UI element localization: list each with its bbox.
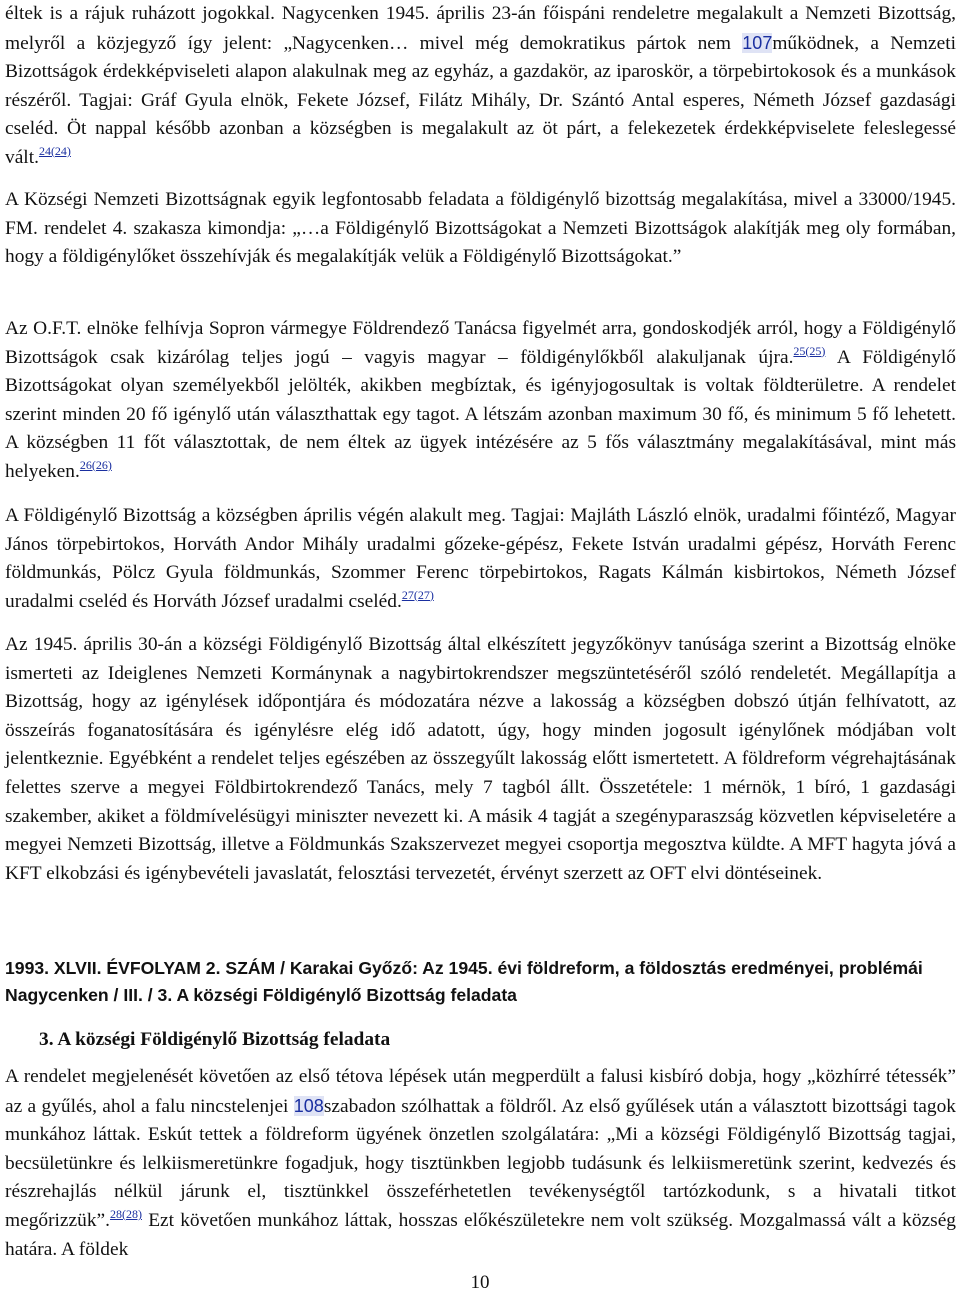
paragraph-text: működnek, a Nemzeti Bizottságok érdekképviseleti alapon alakulnak meg az egyház, a gazdakör, az iparoskör, a törpebirtokosok és a munkások részéről. Tagjai: Gráf Gyula elnök, Fekete József, Filátz Mihály, Dr. Szántó Antal esperes, Németh József gazdasági cseléd. Öt nappal később azonban a községben is megalakult az öt párt, a felekezetek érdekképviselete feleslegessé vált. (5, 32, 956, 168)
footnote-link[interactable]: 28(28) (109, 1206, 142, 1221)
page-marker: 108 (293, 1095, 324, 1116)
paragraph-text: Az O.F.T. elnöke felhívja Sopron vármegye Földrendező Tanácsa figyelmét arra, gondoskodjék arról, hogy a Földigénylő Bizottságok csak kizárólag teljes jogú – vagyis magyar – földigénylőkből alakuljanak újra. (5, 318, 956, 368)
paragraph-text: A Földigénylő Bizottság a községben április végén alakult meg. Tagjai: Majláth László elnök, uradalmi főintéző, Magyar János törpebirtokos, Horváth Andor Mihály uradalmi gőzeke-gépész, Fekete István uradalmi gépész, Horváth Ferenc földmunkás, Pölcz Gyula földmunkás, Szommer Ferenc törpebirtokos, Ragats Kálmán kisbirtokos, Németh József uradalmi cseléd és Horváth József uradalmi cseléd. (5, 505, 956, 612)
footnote-link[interactable]: 26(26) (79, 457, 112, 472)
paragraph-text: szabadon szólhattak a földről. Az első gyűlések után a választott bizottsági tagok munkához láttak. Eskút tettek a földreform ügyének önzetlen szolgálatára: „Mi a községi Földigénylő Bizottság tagjai, becsületünkre és lelkiismeretünkre fogadjuk, hogy tisztünkben legjobb tudásunk és lelkiismeretünk szerint, kedvezés és részrehajlás nélkül járunk el, tisztünkkel összeférhetetlen tevékenységtől tartózkodunk, s a hivatali titkot megőrizzük”. (5, 1095, 956, 1231)
section-title: 3. A községi Földigénylő Bizottság feladata (39, 1029, 391, 1050)
paragraph-text: Ezt követően munkához láttak, hosszas előkészületekre nem volt szükség. Mozgalmassá vált a község határa. A földek (5, 1209, 956, 1260)
footnote-link[interactable]: 27(27) (401, 587, 434, 602)
paragraph-text: A rendelet megjelenését követően az első tétova lépések után megperdült a falusi kisbíró dobja, hogy „közhírré tétessék” az a gyűlés, ahol a falu nincstelenjei (5, 1066, 956, 1117)
paragraph-text: A Községi Nemzeti Bizottságnak egyik legfontosabb feladata a földigénylő bizottság megalakítása, mivel a 33000/1945. FM. rendelet 4. szakasza kimondja: „…a Földigénylő Bizottságokat a Nemzeti Bizottságok alakítják meg oly formában, hogy a földigénylőket összehívják és megalakítják velük a Földigénylő Bizottságokat.” (5, 189, 956, 268)
page-number: 10 (470, 1272, 490, 1293)
paragraph-oft-president (5, 315, 956, 487)
footnote-link[interactable]: 24(24) (38, 143, 71, 158)
footnote-link[interactable]: 25(25) (793, 343, 826, 358)
page-marker: 107 (742, 32, 773, 53)
paragraph-national-committee (5, 0, 956, 173)
paragraph-committee-members (5, 502, 956, 616)
paragraph-text: A Földigénylő Bizottságokat olyan személyekből jelölték, akikben megbíztak, és igényjogosultak is voltak földterületre. A rendelet szerint minden 20 fő igénylő után választhattak egy tagot. A létszám azonban maximum 30 fő, és minimum 5 fő lehetett. A községben 11 főt választottak, de nem éltek az ügyek intézésére az 5 fős választmány megalakításával, mint más helyeken. (5, 346, 956, 482)
paragraph-minutes (5, 631, 956, 888)
paragraph-text: éltek is a rájuk ruházott jogokkal. Nagycenken 1945. április 23-án főispáni rendeletre megalakult a Nemzeti Bizottság, melyről a közjegyző így jelent: „Nagycenken… mivel még demokratikus pártok nem (5, 3, 956, 54)
paragraph-committee-task (5, 186, 956, 272)
running-head: 1993. XLVII. ÉVFOLYAM 2. SZÁM / Karakai Győző: Az 1945. évi földreform, a földosztás eredményei, problémái Nagycenken / III. / 3. A községi Földigénylő Bizottság feladata (5, 958, 923, 1005)
paragraph-text: Az 1945. április 30-án a községi Földigénylő Bizottság által elkészített jegyzőkönyv tanúsága szerint a Bizottság elnöke ismerteti az Ideiglenes Nemzeti Kormánynak a nagybirtokrendszer megszüntetéséről szóló rendeletét. Megállapítja a Bizottság, hogy az igénylések időpontjára és módozatára nézve a lakosság a községben dobszó útján felhívatott, az összeírás foganatosítására és igénylésre elég idő adatott, úgy, hogy minden jogosult igénylőnek módjában volt jelentkeznie. Egyébként a rendelet teljes egészében az összegyűlt lakosság előtt ismertetett. A földreform végrehajtásának felettes szerve a megyei Földbirtokrendező Tanács, mely 7 tagból állt. Összetétele: 1 mérnök, 1 bíró, 1 gazdasági szakember, akiket a földmívelésügyi miniszter nevezett ki. A másik 4 tagját a szegényparaszság közvetlen képviseletére a megyei Nemzeti Bizottság, illetve a Földmunkás Szakszervezet megyei csoportja megosztva küldte. A MFT hagyta jóvá a KFT elkobzási és igénybevételi javaslatát, felosztási tervezetét, érvényt szerzett az OFT elvi döntéseinek. (5, 634, 956, 884)
paragraph-decree-follow-up (5, 1063, 956, 1264)
